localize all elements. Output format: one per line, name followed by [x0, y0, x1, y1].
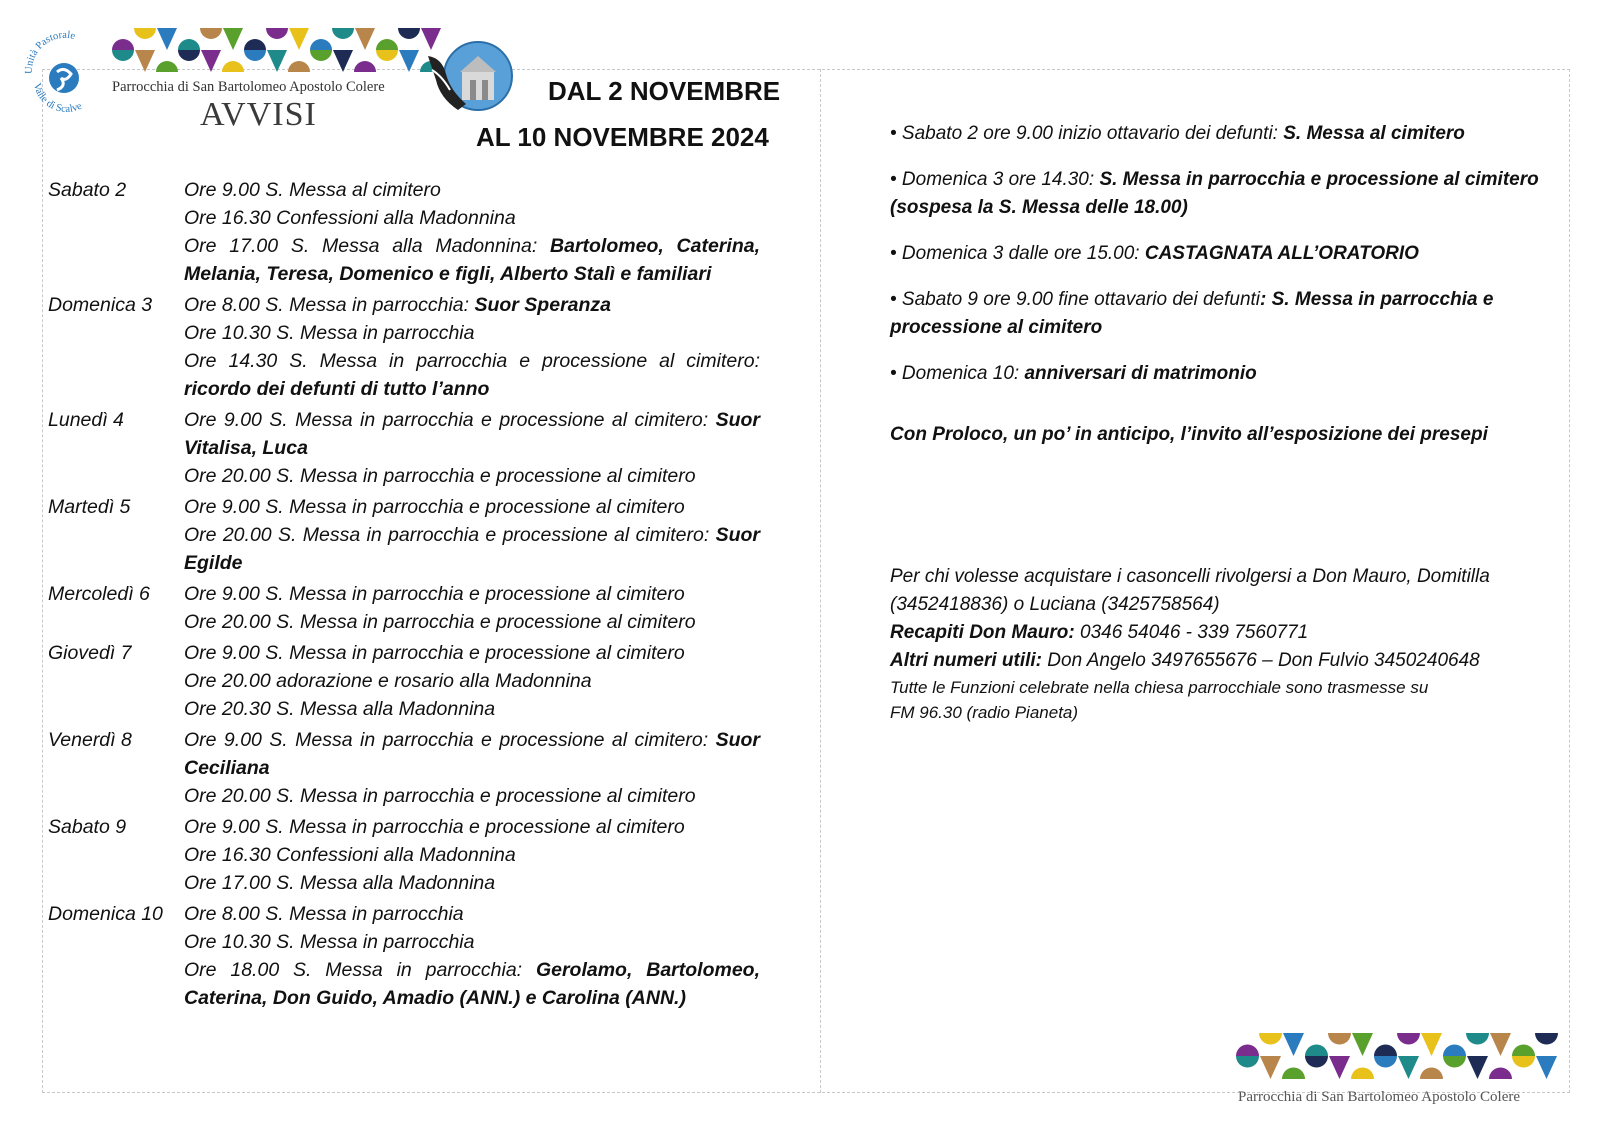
mosaic-tile	[310, 50, 332, 61]
mosaic-tile	[1512, 1045, 1535, 1057]
pastoral-unit-logo	[24, 28, 106, 118]
mosaic-tile	[200, 28, 222, 39]
entry-text: Ore 16.30 Confessioni alla Madonnina	[184, 844, 516, 866]
entry-text: Ore 18.00 S. Messa in parrocchia:	[184, 959, 536, 981]
mosaic-tile	[376, 39, 398, 50]
church-emblem-icon	[422, 36, 514, 122]
mosaic-tile	[332, 28, 354, 39]
schedule-entry	[184, 406, 760, 462]
schedule-entry	[184, 291, 760, 319]
entry-text: Ore 8.00 S. Messa in parrocchia:	[184, 294, 475, 316]
mosaic-tile	[223, 28, 243, 50]
mosaic-tile	[112, 39, 134, 50]
mosaic-tile	[1282, 1068, 1305, 1080]
schedule-entry	[184, 667, 760, 695]
schedule-entry	[184, 956, 760, 1012]
mosaic-tile	[1352, 1033, 1373, 1056]
recapiti-value: 0346 54046 - 339 7560771	[1074, 622, 1309, 643]
weekly-schedule	[48, 176, 760, 1015]
schedule-entry	[184, 695, 760, 723]
mosaic-tile	[1397, 1033, 1420, 1045]
logo-text-bottom: Valle di Scalve	[30, 82, 84, 116]
notice-text: • Domenica 10:	[890, 363, 1025, 384]
entry-text: Ore 9.00 S. Messa in parrocchia e processione al cimitero	[184, 496, 685, 518]
mosaic-tile	[156, 61, 178, 72]
entry-text: Ore 14.30 S. Messa in parrocchia e processione al cimitero:	[184, 350, 760, 372]
entry-text: Ore 9.00 S. Messa in parrocchia e processione al cimitero:	[184, 729, 716, 751]
schedule-day	[48, 291, 760, 403]
schedule-entry	[184, 176, 760, 204]
schedule-day	[48, 580, 760, 636]
schedule-entry	[184, 347, 760, 403]
mosaic-tile	[289, 28, 309, 50]
notice-item	[890, 286, 1554, 342]
mosaic-tile	[310, 39, 332, 50]
mosaic-tile	[1374, 1056, 1397, 1068]
mosaic-tile	[1535, 1033, 1558, 1045]
mosaic-tile	[1305, 1045, 1328, 1057]
casoncelli-note: Per chi volesse acquistare i casoncelli rivolgersi a Don Mauro, Domitilla (3452418836) o Luciana (3425758564)	[890, 566, 1490, 615]
day-name: Domenica 3	[48, 294, 153, 316]
schedule-entry	[184, 493, 760, 521]
entry-intention: Suor Egilde	[184, 524, 760, 574]
mosaic-tile	[1489, 1068, 1512, 1080]
notice-highlight: S. Messa in parrocchia e processione al cimitero (sospesa la S. Messa delle 18.00)	[890, 169, 1539, 218]
mosaic-tile	[1236, 1045, 1259, 1057]
mosaic-tile	[398, 28, 420, 39]
schedule-day	[48, 176, 760, 288]
entry-text: Ore 10.30 S. Messa in parrocchia	[184, 322, 475, 344]
avvisi-title: AVVISI	[200, 96, 317, 133]
notice-item	[890, 240, 1554, 268]
schedule-entry	[184, 204, 760, 232]
notice-item	[890, 120, 1554, 148]
mosaic-tile	[201, 50, 221, 72]
proloco-note: Con Proloco, un po’ in anticipo, l’invito all’esposizione dei presepi	[890, 424, 1488, 445]
footer-mosaic-banner	[1236, 1033, 1570, 1079]
mosaic-banner	[112, 28, 450, 72]
entry-text: Ore 20.30 S. Messa alla Madonnina	[184, 698, 496, 720]
mosaic-tile	[266, 28, 288, 39]
mosaic-tile	[376, 50, 398, 61]
mosaic-tile	[178, 39, 200, 50]
schedule-entry	[184, 813, 760, 841]
entry-text: Ore 9.00 S. Messa in parrocchia e processione al cimitero	[184, 642, 685, 664]
mosaic-tile	[355, 28, 375, 50]
notice-text: • Domenica 3 ore 14.30:	[890, 169, 1100, 190]
mosaic-tile	[1351, 1068, 1374, 1080]
schedule-day	[48, 639, 760, 723]
notices-list	[890, 120, 1554, 406]
day-name: Sabato 9	[48, 816, 127, 838]
schedule-entry	[184, 869, 760, 897]
mosaic-tile	[267, 50, 287, 72]
entry-intention: Suor Vitalisa, Luca	[184, 409, 760, 459]
altri-numeri-label: Altri numeri utili:	[890, 650, 1042, 671]
schedule-entry	[184, 319, 760, 347]
mosaic-tile	[1236, 1056, 1259, 1068]
entry-text: Ore 20.00 adorazione e rosario alla Madonnina	[184, 670, 592, 692]
schedule-entry	[184, 841, 760, 869]
entry-text: Ore 9.00 S. Messa al cimitero	[184, 179, 441, 201]
schedule-day	[48, 726, 760, 810]
mosaic-tile	[112, 50, 134, 61]
schedule-entry	[184, 928, 760, 956]
entry-text: Ore 17.00 S. Messa alla Madonnina:	[184, 235, 551, 257]
entry-intention: Gerolamo, Bartolomeo, Caterina, Don Guido, Amadio (ANN.) e Carolina (ANN.)	[184, 959, 760, 1009]
mosaic-tile	[333, 50, 353, 72]
mosaic-tile	[1443, 1056, 1466, 1068]
mosaic-tile	[1283, 1033, 1304, 1056]
entry-text: Ore 20.00 S. Messa in parrocchia e processione al cimitero	[184, 465, 696, 487]
mosaic-tile	[288, 61, 310, 72]
mosaic-tile	[178, 50, 200, 61]
mosaic-tile	[1512, 1056, 1535, 1068]
footer-parish-name: Parrocchia di San Bartolomeo Apostolo Colere	[1238, 1089, 1521, 1105]
entry-text: Ore 9.00 S. Messa in parrocchia e processione al cimitero	[184, 816, 685, 838]
entry-intention: ricordo dei defunti di tutto l’anno	[184, 378, 490, 400]
schedule-entry	[184, 639, 760, 667]
parish-name: Parrocchia di San Bartolomeo Apostolo Colere	[112, 79, 385, 95]
day-name: Mercoledì 6	[48, 583, 150, 605]
mosaic-tile	[1466, 1033, 1489, 1045]
column-divider	[820, 69, 821, 1093]
mosaic-tile	[244, 39, 266, 50]
mosaic-tile	[1443, 1045, 1466, 1057]
altri-numeri-value: Don Angelo 3497655676 – Don Fulvio 3450240648	[1042, 650, 1480, 671]
mosaic-tile	[222, 61, 244, 72]
mosaic-tile	[135, 50, 155, 72]
entry-text: Ore 10.30 S. Messa in parrocchia	[184, 931, 475, 953]
mosaic-tile	[1328, 1033, 1351, 1045]
schedule-day	[48, 813, 760, 897]
day-name: Domenica 10	[48, 903, 163, 925]
recapiti-label: Recapiti Don Mauro:	[890, 622, 1075, 643]
entry-text: Ore 20.00 S. Messa in parrocchia e processione al cimitero	[184, 785, 696, 807]
entry-text: Ore 9.00 S. Messa in parrocchia e processione al cimitero	[184, 583, 685, 605]
mosaic-tile	[1305, 1056, 1328, 1068]
date-range-line1: DAL 2 NOVEMBRE	[548, 76, 781, 106]
entry-text: Ore 17.00 S. Messa alla Madonnina	[184, 872, 496, 894]
day-name: Giovedì 7	[48, 642, 132, 664]
notice-highlight: : S. Messa in parrocchia e processione al cimitero	[890, 289, 1494, 338]
schedule-day	[48, 493, 760, 577]
recapiti-line	[890, 619, 1554, 647]
schedule-day	[48, 406, 760, 490]
entry-text: Ore 16.30 Confessioni alla Madonnina	[184, 207, 516, 229]
logo-text-top: Unità Pastorale	[24, 29, 77, 75]
notice-item	[890, 360, 1554, 388]
mosaic-tile	[354, 61, 376, 72]
mosaic-tile	[1259, 1033, 1282, 1045]
notice-text: • Sabato 2 ore 9.00 inizio ottavario dei defunti:	[890, 123, 1284, 144]
altri-numeri-line	[890, 647, 1554, 675]
notice-highlight: anniversari di matrimonio	[1024, 363, 1257, 384]
day-name: Sabato 2	[48, 179, 127, 201]
mosaic-tile	[134, 28, 156, 39]
mosaic-tile	[399, 50, 419, 72]
radio-line-2: FM 96.30 (radio Pianeta)	[890, 703, 1079, 722]
mosaic-tile	[1490, 1033, 1511, 1056]
entry-text: Ore 20.00 S. Messa in parrocchia e processione al cimitero:	[184, 524, 716, 546]
entry-text: Ore 20.00 S. Messa in parrocchia e processione al cimitero	[184, 611, 696, 633]
day-name: Lunedì 4	[48, 409, 124, 431]
notice-highlight: S. Messa al cimitero	[1283, 123, 1465, 144]
entry-text: Ore 9.00 S. Messa in parrocchia e processione al cimitero:	[184, 409, 716, 431]
entry-intention: Suor Speranza	[474, 294, 612, 316]
schedule-entry	[184, 726, 760, 782]
entry-text: Ore 8.00 S. Messa in parrocchia	[184, 903, 464, 925]
mosaic-tile	[1420, 1068, 1443, 1080]
mosaic-tile	[1467, 1056, 1488, 1079]
schedule-day	[48, 900, 760, 1012]
mosaic-tile	[244, 50, 266, 61]
schedule-entry	[184, 900, 760, 928]
mosaic-tile	[1536, 1056, 1557, 1079]
schedule-entry	[184, 232, 760, 288]
schedule-entry	[184, 782, 760, 810]
day-name: Venerdì 8	[48, 729, 132, 751]
notice-text: • Domenica 3 dalle ore 15.00:	[890, 243, 1145, 264]
mosaic-tile	[1421, 1033, 1442, 1056]
mosaic-tile	[1374, 1045, 1397, 1057]
schedule-entry	[184, 580, 760, 608]
notice-text: • Sabato 9 ore 9.00 fine ottavario dei defunti	[890, 289, 1261, 310]
entry-intention: Bartolomeo, Caterina, Melania, Teresa, Domenico e figli, Alberto Stalì e familiari	[184, 235, 760, 285]
date-range-line2: AL 10 NOVEMBRE 2024	[476, 122, 769, 152]
contacts-block	[890, 563, 1554, 725]
schedule-entry	[184, 608, 760, 636]
entry-intention: Suor Ceciliana	[184, 729, 760, 779]
schedule-entry	[184, 462, 760, 490]
notice-highlight: CASTAGNATA ALL’ORATORIO	[1144, 243, 1419, 264]
schedule-entry	[184, 521, 760, 577]
mosaic-tile	[1398, 1056, 1419, 1079]
day-name: Martedì 5	[48, 496, 131, 518]
mosaic-tile	[1329, 1056, 1350, 1079]
mosaic-tile	[1260, 1056, 1281, 1079]
radio-line-1: Tutte le Funzioni celebrate nella chiesa parrocchiale sono trasmesse su	[890, 678, 1429, 697]
notice-item	[890, 166, 1554, 222]
mosaic-tile	[157, 28, 177, 50]
